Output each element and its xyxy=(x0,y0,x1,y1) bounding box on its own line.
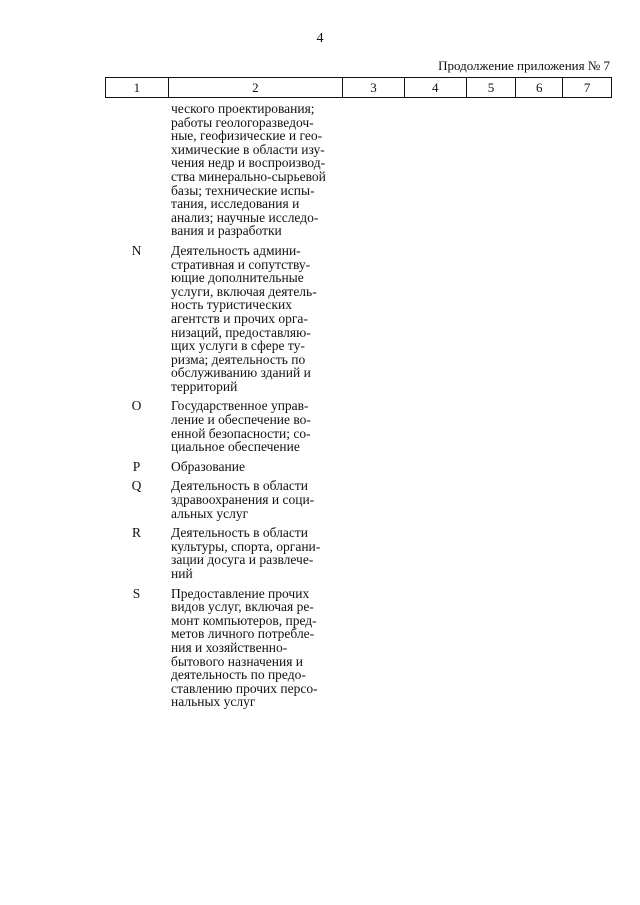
table-row xyxy=(105,479,612,520)
table-row xyxy=(105,460,612,474)
table-header-row xyxy=(105,77,612,98)
row-code: Q xyxy=(131,478,142,494)
row-description: Деятельность в области здравоохранения и соци- альных услуг xyxy=(171,478,315,521)
table-row xyxy=(105,102,612,238)
column-header-1: 1 xyxy=(106,78,169,97)
row-code: N xyxy=(131,242,142,258)
column-header-2: 2 xyxy=(169,78,343,97)
row-code: S xyxy=(132,585,141,601)
table-row xyxy=(105,587,612,709)
column-header-3: 3 xyxy=(343,78,405,97)
row-code: P xyxy=(132,458,141,474)
row-description: ческого проектирования; работы геологоразведоч- ные, геофизические и гео- химические в области изу- чения недр и воспроизвод- ства минерально-сырьевой базы; технические испы- тания, исследования и анализ; научные исследо- вания и разработки xyxy=(171,101,326,239)
column-header-4: 4 xyxy=(405,78,467,97)
row-description: Образование xyxy=(171,458,245,474)
row-code: R xyxy=(131,525,141,541)
column-header-5: 5 xyxy=(467,78,517,97)
row-description: Деятельность в области культуры, спорта, органи- зации досуга и развлече- ний xyxy=(171,525,321,581)
row-description: Деятельность админи- стративная и сопутству- ющие дополнительные услуги, включая деятель- ность туристических агентств и прочих орга- низаций, предоставляю- щих услуги в сфере ту- ризма; деятельность по обслуживанию зданий и территорий xyxy=(171,242,317,394)
table-body xyxy=(105,102,612,715)
column-header-6: 6 xyxy=(516,78,563,97)
table-row xyxy=(105,399,612,453)
table-row xyxy=(105,244,612,394)
row-description: Предоставление прочих видов услуг, включая ре- монт компьютеров, пред- метов личного потребле- ния и хозяйственно- бытового назначения и деятельность по предо- ставлению прочих персо- нальных услуг xyxy=(171,585,318,710)
row-code: O xyxy=(131,398,142,414)
continuation-label: Продолжение приложения № 7 xyxy=(438,58,610,73)
row-code xyxy=(105,102,168,238)
table-row xyxy=(105,526,612,580)
row-description: Государственное управ- ление и обеспечение во- енной безопасности; со- циальное обеспечение xyxy=(171,398,311,455)
column-header-7: 7 xyxy=(583,79,591,95)
page-number: 4 xyxy=(316,31,324,46)
